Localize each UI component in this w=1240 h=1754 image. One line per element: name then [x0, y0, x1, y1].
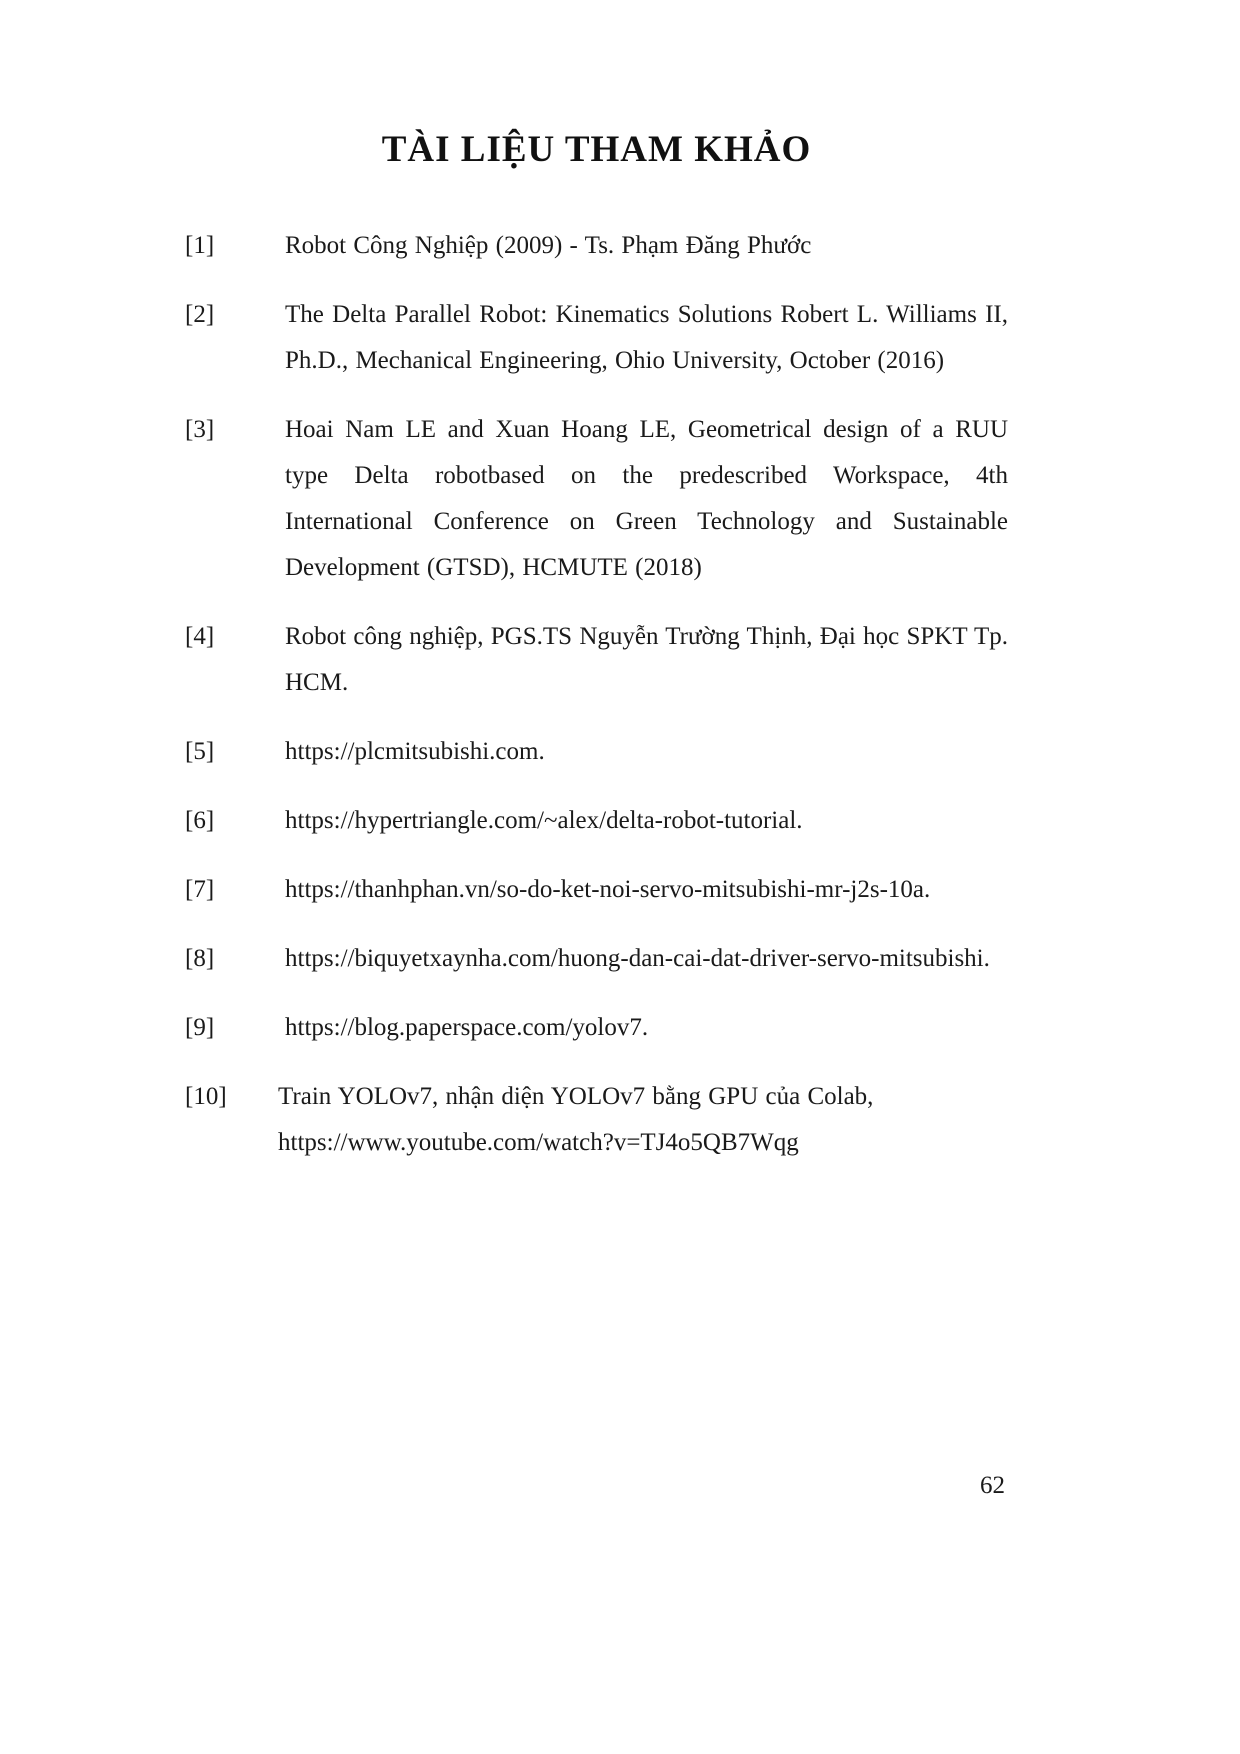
- reference-item: [185, 407, 1008, 591]
- reference-number: [3]: [185, 416, 215, 443]
- reference-url: https://www.youtube.com/watch?v=TJ4o5QB7Wqg: [278, 1129, 799, 1156]
- reference-number: [4]: [185, 623, 215, 650]
- reference-text: Hoai Nam LE and Xuan Hoang LE, Geometrical design of a RUU type Delta robotbased on the predescribed Workspace, 4th International Conference on Green Technology and Sustainable Development (GTSD), HCMUTE (2018): [285, 416, 1008, 581]
- reference-text: Robot công nghiệp, PGS.TS Nguyễn Trường Thịnh, Đại học SPKT Tp. HCM.: [285, 623, 1008, 696]
- reference-item: [185, 867, 1008, 913]
- reference-text-line1: Train YOLOv7, nhận diện YOLOv7 bằng GPU của Colab,: [278, 1083, 874, 1110]
- reference-text: [278, 1074, 1008, 1166]
- reference-item: [185, 1074, 1008, 1166]
- reference-url: https://hypertriangle.com/~alex/delta-robot-tutorial.: [285, 807, 803, 834]
- reference-number: [8]: [185, 945, 215, 972]
- reference-number: [6]: [185, 807, 215, 834]
- reference-number: [2]: [185, 301, 215, 328]
- reference-url: https://biquyetxaynha.com/huong-dan-cai-dat-driver-servo-mitsubishi.: [285, 945, 990, 972]
- reference-url: https://thanhphan.vn/so-do-ket-noi-servo-mitsubishi-mr-j2s-10a.: [285, 876, 931, 903]
- reference-number: [5]: [185, 738, 215, 765]
- reference-number: [9]: [185, 1014, 215, 1041]
- reference-item: [185, 223, 1008, 269]
- reference-url: https://blog.paperspace.com/yolov7.: [285, 1014, 649, 1041]
- reference-list: [185, 223, 1008, 1166]
- reference-text: The Delta Parallel Robot: Kinematics Solutions Robert L. Williams II, Ph.D., Mechanical Engineering, Ohio University, October (2016): [285, 301, 1008, 374]
- reference-item: [185, 292, 1008, 384]
- reference-number: [1]: [185, 232, 215, 259]
- reference-item: [185, 729, 1008, 775]
- reference-item: [185, 936, 1008, 982]
- reference-item: [185, 614, 1008, 706]
- reference-url: https://plcmitsubishi.com.: [285, 738, 545, 765]
- reference-item: [185, 1005, 1008, 1051]
- reference-number: [10]: [185, 1083, 227, 1110]
- page-number: 62: [980, 1472, 1005, 1499]
- reference-text: Robot Công Nghiệp (2009) - Ts. Phạm Đăng Phước: [285, 232, 812, 259]
- page-title: TÀI LIỆU THAM KHẢO: [381, 129, 812, 170]
- reference-item: [185, 798, 1008, 844]
- reference-number: [7]: [185, 876, 215, 903]
